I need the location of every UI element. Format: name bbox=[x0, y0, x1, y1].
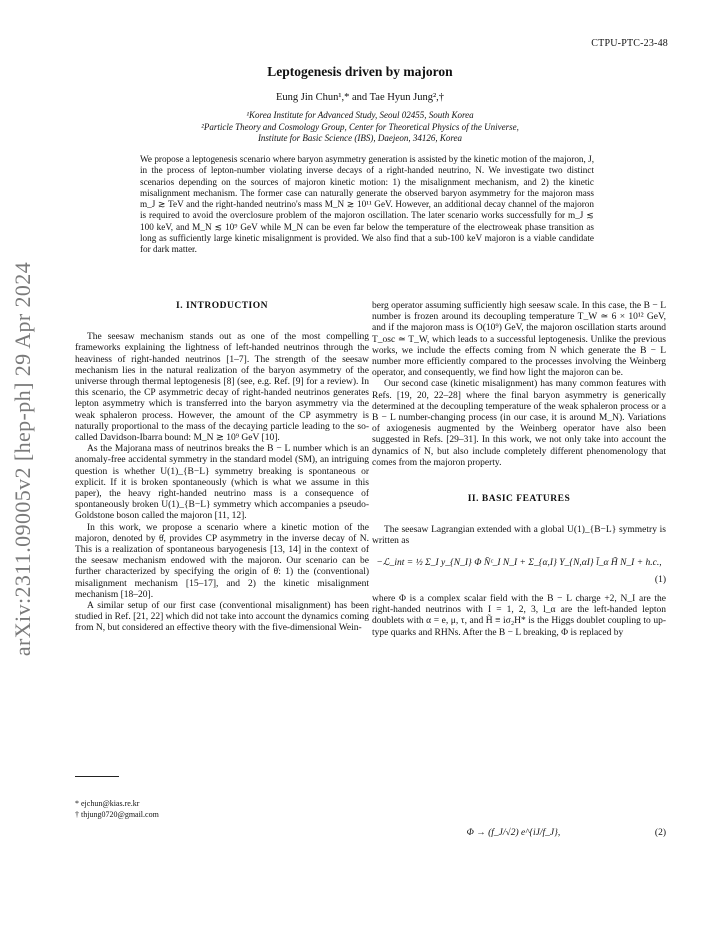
paragraph: berg operator assuming sufficiently high seesaw scale. In this case, the B − L number is frozen around its decoupling temperature T_W ≃ 6 × 10¹² GeV, and if the majoron mass is O(10⁹) GeV, the majoron oscillation starts around T_osc ≃ T_W, which leads to a successful leptogenesis. Unlike the previous works, we include the effects coming from N which generate the B − L number more efficiently compared to the processes involving the Weinberg operator, and consequently, we find how light the majoron can be. bbox=[372, 301, 666, 379]
footnote-divider bbox=[75, 776, 119, 777]
abstract: We propose a leptogenesis scenario where baryon asymmetry generation is assisted by the kinetic motion of the majoron, J, in the process of lepton-number violating inverse decays of a right-handed neutrino, N. We investigate two distinct scenarios depending on the sources of majoron kinetic motion: 1) the misalignment mechanism, and 2) the kinetic misalignment mechanism. The former case can naturally generate the observed baryon asymmetry for the majoron mass m_J ≳ TeV and the right-handed neutrino's mass M_N ≳ 10¹¹ GeV. However, an additional decay channel of the majoron is required to avoid the overclosure problem of the majoron oscillation. The later scenario works successfully for m_J ≲ 100 keV, and M_N ≲ 10⁹ GeV while M_N can be even far below the temperature of the electroweak phase transition as long as sufficiently large kinetic misalignment is provided. We also find that a sub-100 keV majoron is a viable candidate for dark matter. bbox=[140, 154, 594, 255]
affiliation-line: ²Particle Theory and Cosmology Group, Center for Theoretical Physics of the Universe, bbox=[201, 121, 519, 132]
paragraph: The seesaw Lagrangian extended with a global U(1)_{B−L} symmetry is written as bbox=[372, 525, 666, 547]
left-column bbox=[75, 301, 369, 751]
footnote-email[interactable]: † thjung0720@gmail.com bbox=[75, 810, 159, 819]
affiliations bbox=[0, 110, 720, 145]
arxiv-identifier-stamp[interactable]: arXiv:2311.09005v2 [hep-ph] 29 Apr 2024 bbox=[10, 261, 35, 657]
paragraph: where Φ is a complex scalar field with the B − L charge +2, N_I are the right-handed neutrinos with I = 1, 2, 3, l_α are the left-handed lepton doublets with α = e, μ, τ, and H̃ ≡ iσ₂H* is the Higgs doublet coupling to up-type quarks and RHNs. After the B − L breaking, Φ is replaced by bbox=[372, 594, 666, 638]
paper-title: Leptogenesis driven by majoron bbox=[267, 64, 453, 79]
right-column bbox=[372, 301, 666, 821]
equation-2 bbox=[372, 828, 666, 838]
report-number: CTPU-PTC-23-48 bbox=[591, 38, 668, 49]
equation-number: (2) bbox=[654, 828, 666, 838]
section-heading-basic-features: II. BASIC FEATURES bbox=[467, 494, 571, 505]
paragraph: Our second case (kinetic misalignment) has many common features with Refs. [19, 20, 22–28] where the final baryon asymmetry is generically determined at the decoupling temperature of the weak sphaleron process or a B − L number-changing process (in our case, it is around M_N). Variations of axiogenesis augmented by the Weinberg operator have also been suggested in Refs. [29–31]. In this work, we not only take into account the dynamics of N, but also include completely different phenomenology that comes from the majoron property. bbox=[372, 379, 666, 468]
paragraph: In this work, we propose a scenario where a kinetic motion of the majoron, denoted by θ̇, provides CP asymmetry in the inverse decay of N. This is a realization of spontaneous baryogenesis [13, 14] in the context of the seesaw mechanism endowed with the majoron. Our scenario can be further characterized by specifying the origin of θ̇: 1) the (conventional) misalignment mechanism [15–17], and 2) the kinetic misalignment mechanism [18–20]. bbox=[75, 522, 369, 600]
author-list: Eung Jin Chun¹,* and Tae Hyun Jung²,† bbox=[275, 92, 445, 103]
section-heading-introduction: I. INTRODUCTION bbox=[176, 301, 268, 311]
equation-body: −ℒ_int = ½ Σ_I y_{N_I} Φ N̄ᶜ_I N_I + Σ_{α,I} Y_{N,αI} l̄_α H̃ N_I + h.c., bbox=[376, 557, 662, 568]
footnotes bbox=[75, 798, 369, 820]
paragraph: As the Majorana mass of neutrinos breaks the B − L number which is an anomaly-free accidental symmetry in the standard model (SM), an intriguing question is whether U(1)_{B−L} symmetry breaking is spontaneous or explicit. If it is broken spontaneously (which is what we assume in this paper), the heavy right-handed neutrino mass is a consequence of spontaneously broken U(1)_{B−L} symmetry which accompanies a pseudo-Goldstone boson called the majoron [11, 12]. bbox=[75, 444, 369, 522]
affiliation-line: Institute for Basic Science (IBS), Daejeon, 34126, Korea bbox=[257, 133, 463, 143]
equation-number: (1) bbox=[654, 574, 666, 585]
equation-1 bbox=[372, 558, 666, 569]
affiliation-line: ¹Korea Institute for Advanced Study, Seoul 02455, South Korea bbox=[246, 110, 474, 120]
equation-body: Φ → (f_J/√2) e^{iJ/f_J}, bbox=[466, 828, 561, 838]
paragraph: A similar setup of our first case (conventional misalignment) has been studied in Ref. [21, 22] which did not take into account the dynamics coming from N, but considered an effective theory with the five-dimensional Wein- bbox=[75, 601, 369, 634]
paragraph: The seesaw mechanism stands out as one of the most compelling frameworks explaining the lightness of left-handed neutrinos through the heaviness of right-handed neutrinos [1–7]. The strength of the seesaw mechanism lies in the natural realization of the baryon asymmetry of the universe through thermal leptogenesis [8] (see, e.g. Ref. [9] for a review). In this scenario, the CP asymmetric decay of right-handed neutrinos generates lepton asymmetry which is transferred into the baryon asymmetry via the weak sphaleron process. However, the amount of the CP asymmetry is naturally proportional to the mass of the decaying particle leading to the so-called Davidson-Ibarra bound: M_N ≳ 10⁹ GeV [10]. bbox=[75, 332, 369, 444]
footnote-email[interactable]: * ejchun@kias.re.kr bbox=[75, 799, 140, 808]
